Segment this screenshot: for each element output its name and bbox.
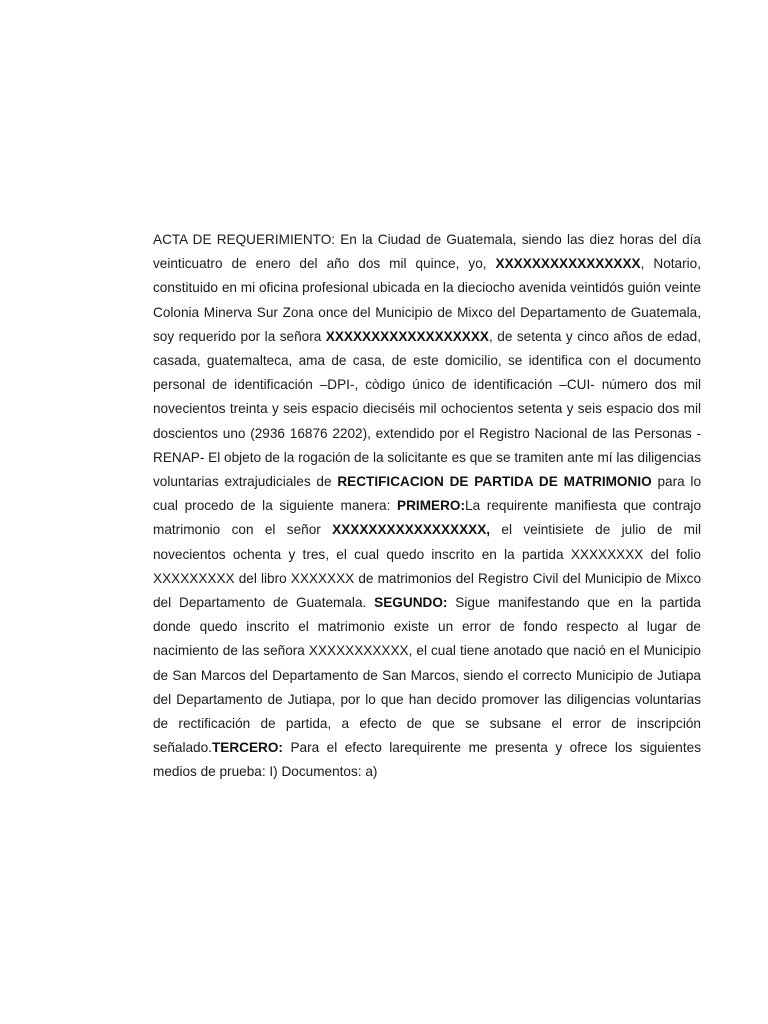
clause-heading-segundo: SEGUNDO: (374, 595, 448, 611)
text-segment: La requirente manifiesta que contrajo matrimonio con el señor (153, 498, 702, 538)
clause-heading-primero: PRIMERO: (397, 498, 466, 514)
requester-name-redacted: XXXXXXXXXXXXXXXXXX (325, 328, 489, 344)
text-segment: el veintisiete de julio de mil novecientos ochenta y tres, el cual quedo inscrito en la partida XXXXXXXX del folio XXXXXXXXX del libro XXXXXXX de matrimonios del Registro Civil del Municipio de Mixco del Departamento de Guatemala. (153, 522, 702, 611)
text-segment: para lo cual procedo de la siguiente manera: (153, 474, 702, 514)
text-segment: , Notario, constituido en mi oficina profesional ubicada en la dieciocho avenida veintidós guión veinte Colonia Minerva Sur Zona once del Municipio de Mixco del Departamento de Guatemala, soy requerido por la señora (153, 256, 702, 344)
text-segment: Sigue manifestando que en la partida donde quedo inscrito el matrimonio existe un error de fondo respecto al lugar de nacimiento de las señora XXXXXXXXXXX, el cual tiene anotado que nació en el Municipio de San Marcos del Departamento de San Marcos, siendo el correcto Municipio de Jutiapa del Departamento de Jutiapa, por lo que han decido promover las diligencias voluntarias de rectificación de partida, a efecto de que se subsane el error de inscripción señalado. (153, 595, 701, 756)
clause-heading-tercero: TERCERO: (211, 740, 283, 756)
notary-name-redacted: XXXXXXXXXXXXXXXX (495, 256, 641, 272)
document-body-paragraph (153, 228, 701, 785)
text-segment: , de setenta y cinco años de edad, casada, guatemalteca, ama de casa, de este domicilio, se identifica con el documento personal de identificación –DPI-, còdigo único de identificación –CUI- número dos mil novecientos treinta y seis espacio dieciséis mil ochocientos setenta y seis espacio dos mil doscientos uno (2936 16876 2202), extendido por el Registro Nacional de las Personas -RENAP- El objeto de la rogación de la solicitante es que se tramiten ante mí las diligencias voluntarias extrajudiciales de (153, 328, 701, 490)
text-segment: ACTA DE REQUERIMIENTO: En la Ciudad de Guatemala, siendo las diez horas del día veinticuatro de enero del año dos mil quince, yo, (153, 232, 701, 272)
procedure-title: RECTIFICACION DE PARTIDA DE MATRIMONIO (337, 474, 652, 490)
spouse-name-redacted: XXXXXXXXXXXXXXXXX, (332, 522, 491, 538)
text-segment: Para el efecto larequirente me presenta y ofrece los siguientes medios de prueba: I) Documentos: a) (153, 740, 701, 780)
